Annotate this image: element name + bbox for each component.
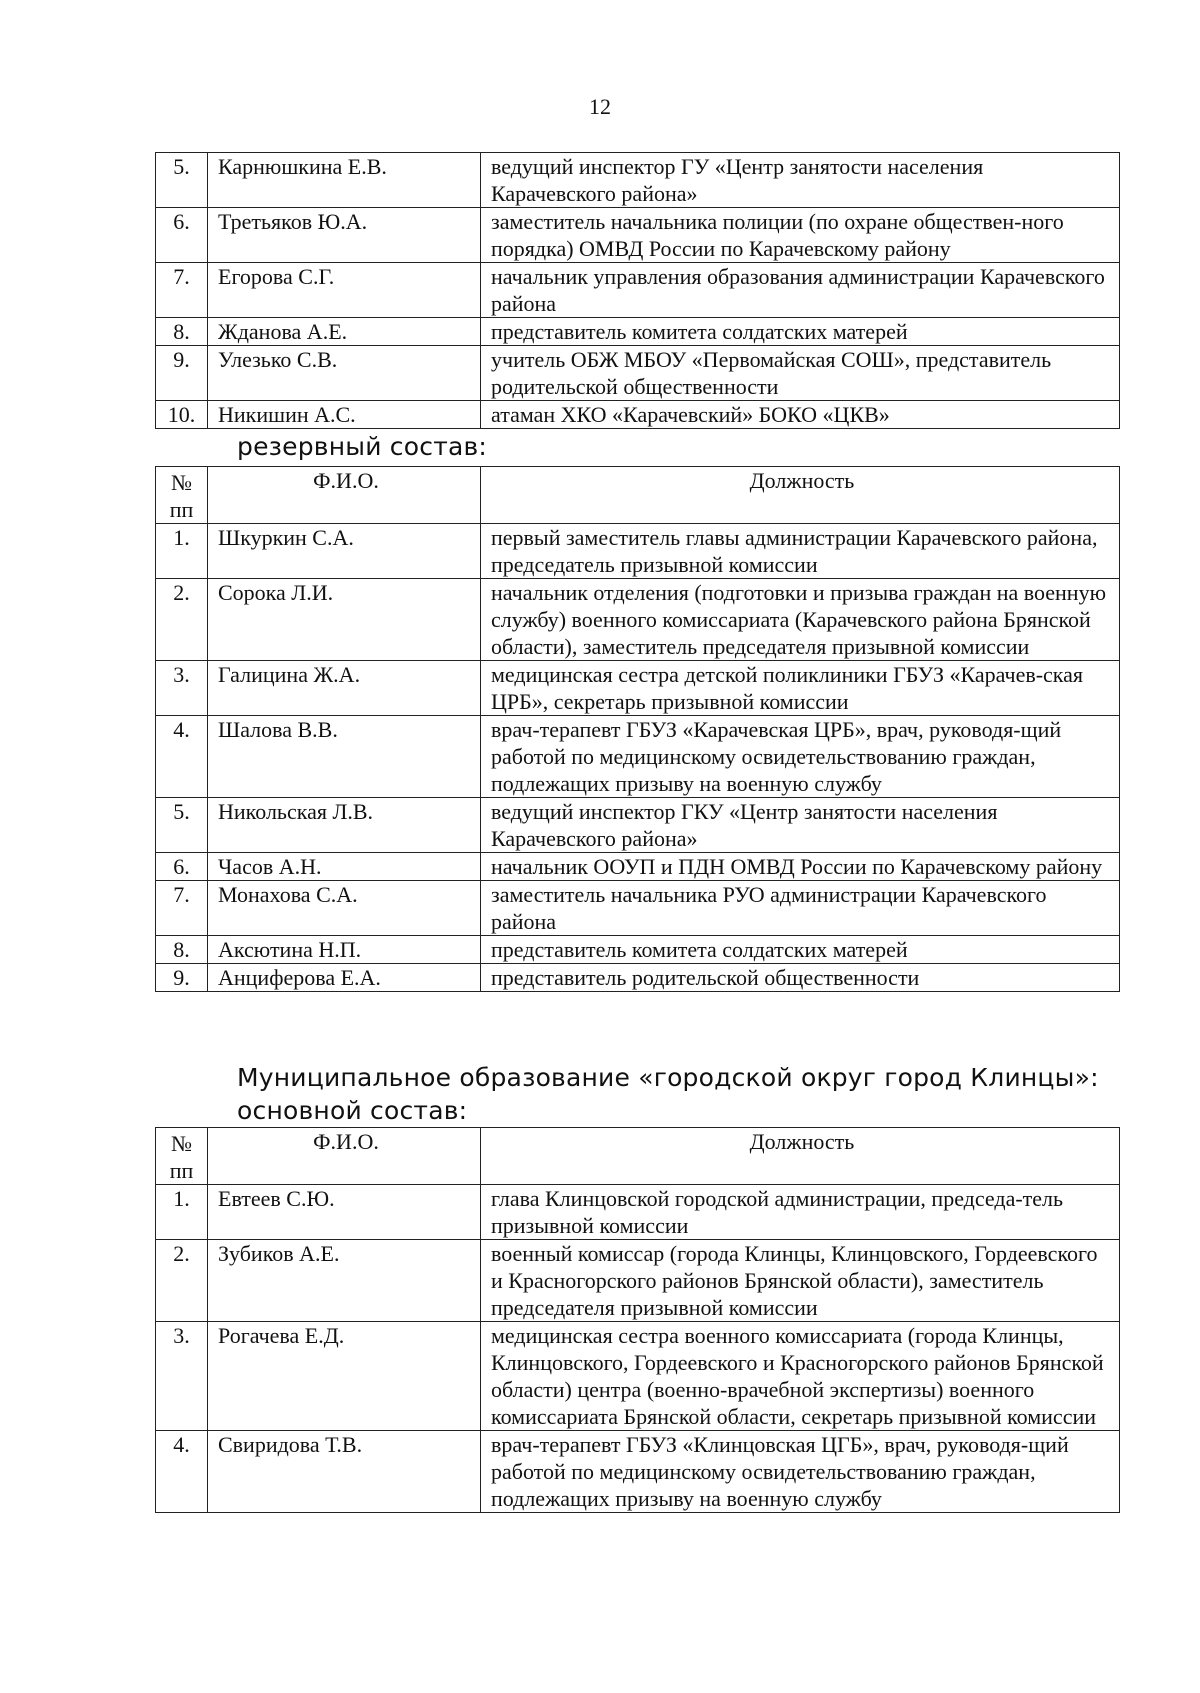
section-reserve-label: резервный состав: [237, 432, 488, 461]
row-position: начальник ООУП и ПДН ОМВД России по Карачевскому району [481, 853, 1120, 881]
table-row [156, 401, 1120, 429]
row-position: начальник отделения (подготовки и призыва граждан на военную службу) военного комиссариата (Карачевского района Брянской области), заместитель председателя призывной комиссии [481, 579, 1120, 661]
row-position: ведущий инспектор ГУ «Центр занятости населения Карачевского района» [481, 153, 1120, 208]
table-row [156, 881, 1120, 936]
row-number: 5. [156, 153, 208, 208]
row-name: Никишин А.С. [208, 401, 481, 429]
row-number: 7. [156, 881, 208, 936]
table-row [156, 524, 1120, 579]
row-name: Шалова В.В. [208, 716, 481, 798]
section-main-label: основной состав: [237, 1096, 468, 1125]
roster-table-main [155, 1127, 1120, 1513]
row-number: 3. [156, 661, 208, 716]
table-main-body [156, 1185, 1120, 1513]
row-number: 2. [156, 1240, 208, 1322]
row-number: 3. [156, 1322, 208, 1431]
row-position: медицинская сестра детской поликлиники ГБУЗ «Карачев-ская ЦРБ», секретарь призывной комиссии [481, 661, 1120, 716]
table-row [156, 716, 1120, 798]
header-position: Должность [481, 467, 1120, 524]
row-position: глава Клинцовской городской администрации, председа-тель призывной комиссии [481, 1185, 1120, 1240]
header-name: Ф.И.О. [208, 1128, 481, 1185]
row-number: 1. [156, 1185, 208, 1240]
row-position: представитель комитета солдатских матерей [481, 936, 1120, 964]
row-name: Карнюшкина Е.В. [208, 153, 481, 208]
row-position: атаман ХКО «Карачевский» БОКО «ЦКВ» [481, 401, 1120, 429]
header-row [156, 1128, 1120, 1185]
row-position: представитель родительской общественности [481, 964, 1120, 992]
header-name: Ф.И.О. [208, 467, 481, 524]
roster-table-top [155, 152, 1120, 429]
row-name: Сорока Л.И. [208, 579, 481, 661]
row-position: медицинская сестра военного комиссариата (города Клинцы, Клинцовского, Гордеевского и Красногорского районов Брянской области) центра (военно-врачебной экспертизы) военного комиссариата Брянской области, секретарь призывной комиссии [481, 1322, 1120, 1431]
table-row [156, 579, 1120, 661]
row-position: ведущий инспектор ГКУ «Центр занятости населения Карачевского района» [481, 798, 1120, 853]
header-number: № пп [156, 1128, 208, 1185]
row-number: 1. [156, 524, 208, 579]
row-position: начальник управления образования администрации Карачевского района [481, 263, 1120, 318]
row-number: 4. [156, 1431, 208, 1513]
table-row [156, 964, 1120, 992]
table-row [156, 346, 1120, 401]
row-number: 8. [156, 318, 208, 346]
table-row [156, 263, 1120, 318]
row-name: Монахова С.А. [208, 881, 481, 936]
row-number: 2. [156, 579, 208, 661]
row-number: 9. [156, 346, 208, 401]
row-name: Шкуркин С.А. [208, 524, 481, 579]
table-row [156, 1431, 1120, 1513]
row-number: 5. [156, 798, 208, 853]
row-number: 6. [156, 853, 208, 881]
table-row [156, 318, 1120, 346]
table-reserve-header [156, 467, 1120, 524]
row-position: представитель комитета солдатских матерей [481, 318, 1120, 346]
row-name: Рогачева Е.Д. [208, 1322, 481, 1431]
row-position: учитель ОБЖ МБОУ «Первомайская СОШ», представитель родительской общественности [481, 346, 1120, 401]
row-name: Никольская Л.В. [208, 798, 481, 853]
table-row [156, 798, 1120, 853]
page-number: 12 [589, 94, 611, 119]
row-number: 10. [156, 401, 208, 429]
table-row [156, 853, 1120, 881]
row-name: Улезько С.В. [208, 346, 481, 401]
header-number: № пп [156, 467, 208, 524]
row-number: 4. [156, 716, 208, 798]
header-position: Должность [481, 1128, 1120, 1185]
row-name: Зубиков А.Е. [208, 1240, 481, 1322]
table-reserve-body [156, 524, 1120, 992]
table-row [156, 1240, 1120, 1322]
row-name: Галицина Ж.А. [208, 661, 481, 716]
row-name: Часов А.Н. [208, 853, 481, 881]
row-name: Аксютина Н.П. [208, 936, 481, 964]
row-position: военный комиссар (города Клинцы, Клинцовского, Гордеевского и Красногорского районов Брянской области), заместитель председателя призывной комиссии [481, 1240, 1120, 1322]
row-name: Жданова А.Е. [208, 318, 481, 346]
header-row [156, 467, 1120, 524]
table-row [156, 208, 1120, 263]
table-row [156, 1185, 1120, 1240]
row-name: Свиридова Т.В. [208, 1431, 481, 1513]
table-row [156, 1322, 1120, 1431]
row-position: заместитель начальника полиции (по охране обществен-ного порядка) ОМВД России по Карачевскому району [481, 208, 1120, 263]
row-position: врач-терапевт ГБУЗ «Карачевская ЦРБ», врач, руководя-щий работой по медицинскому освидетельствованию граждан, подлежащих призыву на военную службу [481, 716, 1120, 798]
table-row [156, 661, 1120, 716]
row-position: врач-терапевт ГБУЗ «Клинцовская ЦГБ», врач, руководя-щий работой по медицинскому освидетельствованию граждан, подлежащих призыву на военную службу [481, 1431, 1120, 1513]
row-number: 8. [156, 936, 208, 964]
row-name: Егорова С.Г. [208, 263, 481, 318]
row-number: 6. [156, 208, 208, 263]
row-name: Третьяков Ю.А. [208, 208, 481, 263]
row-name: Евтеев С.Ю. [208, 1185, 481, 1240]
row-position: заместитель начальника РУО администрации Карачевского района [481, 881, 1120, 936]
row-name: Анциферова Е.А. [208, 964, 481, 992]
row-position: первый заместитель главы администрации Карачевского района, председатель призывной комиссии [481, 524, 1120, 579]
section-municipality-title: Муниципальное образование «городской округ город Клинцы»: [237, 1063, 1099, 1092]
row-number: 7. [156, 263, 208, 318]
table-row [156, 936, 1120, 964]
row-number: 9. [156, 964, 208, 992]
table-top-body [156, 153, 1120, 429]
table-row [156, 153, 1120, 208]
table-main-header [156, 1128, 1120, 1185]
roster-table-reserve [155, 466, 1120, 992]
